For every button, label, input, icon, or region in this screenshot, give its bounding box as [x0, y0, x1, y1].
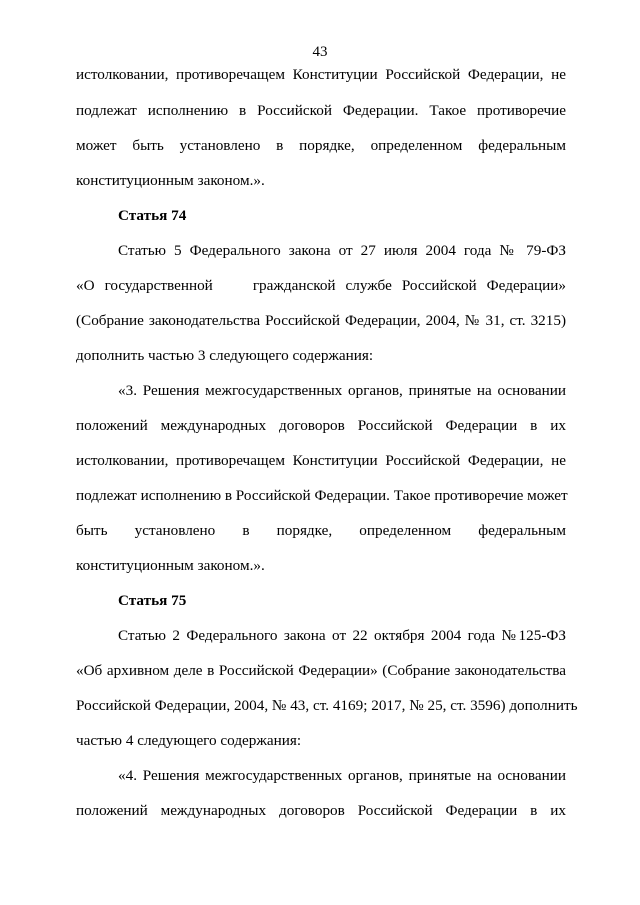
text-line: конституционным законом.».	[76, 557, 265, 574]
article-75-heading: Статья 75	[118, 592, 187, 609]
text-line: дополнить частью 3 следующего содержания:	[76, 347, 374, 364]
text-line: (Собрание законодательства Российской Федерации, 2004, № 31, ст. 3215)	[76, 312, 566, 329]
text-line: Российской Федерации, 2004, № 43, ст. 4169; 2017, № 25, ст. 3596) дополнить	[76, 697, 578, 714]
text-line: может быть установлено в порядке, определенном федеральным	[76, 137, 566, 154]
text-line: быть установлено в порядке, определенном федеральным	[76, 522, 566, 539]
text-line: Статью 2 Федерального закона от 22 октября 2004 года №125-ФЗ	[118, 627, 566, 644]
page-number: 43	[312, 44, 328, 60]
text-line: частью 4 следующего содержания:	[76, 732, 302, 749]
text-line: подлежат исполнению в Российской Федерации. Такое противоречие	[76, 102, 566, 119]
text-line: истолковании, противоречащем Конституции Российской Федерации, не	[76, 452, 566, 469]
text-line: конституционным законом.».	[76, 172, 265, 189]
text-line: положений международных договоров Российской Федерации в их	[76, 802, 566, 819]
text-line: «3. Решения межгосударственных органов, принятые на основании	[118, 382, 566, 399]
text-line: Статью 5 Федерального закона от 27 июля 2004 года № 79-ФЗ	[118, 242, 566, 259]
article-74-heading: Статья 74	[118, 207, 187, 224]
text-line: истолковании, противоречащем Конституции Российской Федерации, не	[76, 66, 566, 83]
text-line: положений международных договоров Российской Федерации в их	[76, 417, 566, 434]
text-line: «4. Решения межгосударственных органов, принятые на основании	[118, 767, 566, 784]
text-line: подлежат исполнению в Российской Федерации. Такое противоречие может	[76, 487, 568, 504]
text-line: «Об архивном деле в Российской Федерации» (Собрание законодательства	[76, 662, 566, 679]
text-line: «О государственной гражданской службе Российской Федерации»	[76, 277, 566, 294]
